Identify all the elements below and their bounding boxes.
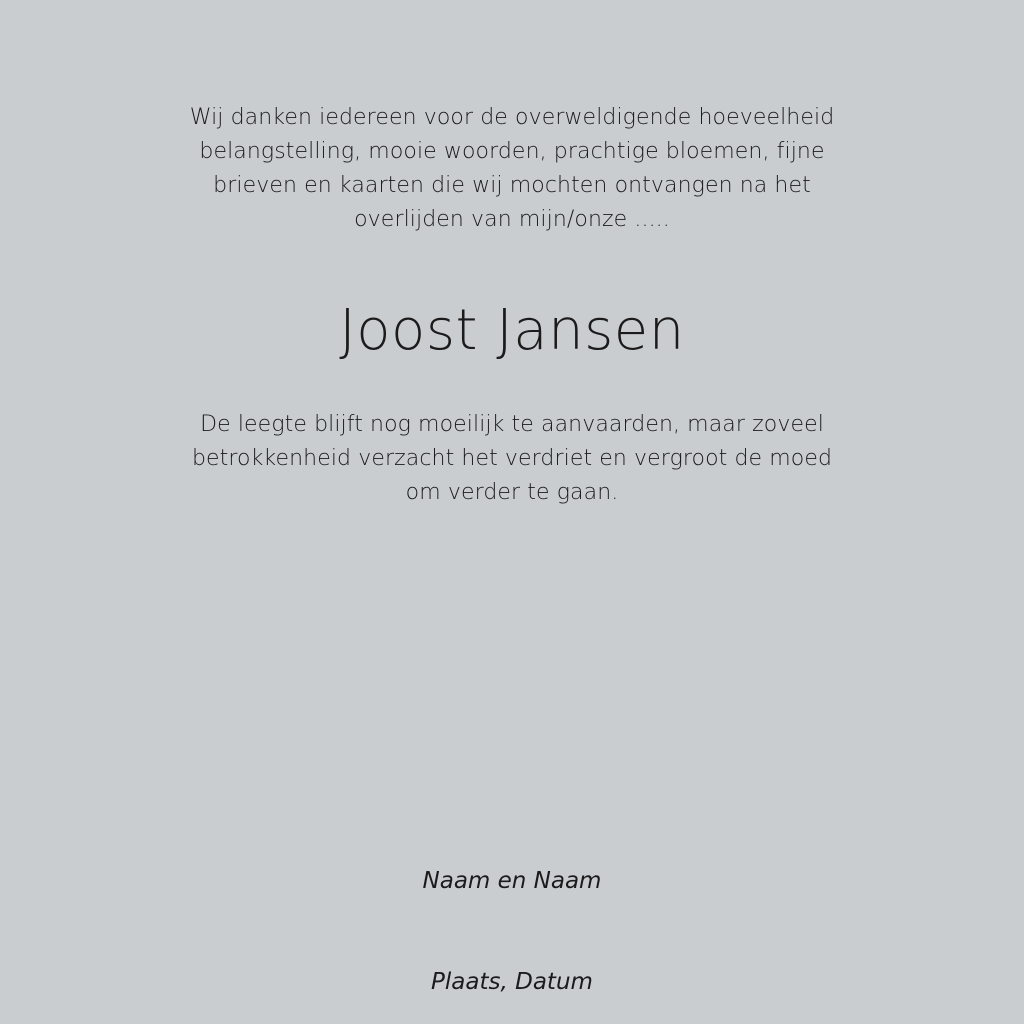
closing-line: om verder te gaan.: [405, 480, 619, 505]
closing-line: betrokkenheid verzacht het verdriet en vergroot de moed: [191, 446, 833, 471]
intro-line: belangstelling, mooie woorden, prachtige bloemen, fijne: [199, 139, 825, 164]
intro-line: Wij danken iedereen voor de overweldigende hoeveelheid: [189, 105, 835, 130]
signature-names: Naam en Naam: [422, 868, 602, 894]
closing-text: [0, 408, 1024, 510]
deceased-name: Joost Jansen: [339, 298, 685, 363]
closing-line: De leegte blijft nog moeilijk te aanvaarden, maar zoveel: [200, 412, 824, 437]
intro-text: [0, 101, 1024, 237]
place-date: Plaats, Datum: [431, 969, 593, 995]
intro-line: overlijden van mijn/onze .....: [354, 207, 670, 232]
intro-line: brieven en kaarten die wij mochten ontvangen na het: [213, 173, 811, 198]
